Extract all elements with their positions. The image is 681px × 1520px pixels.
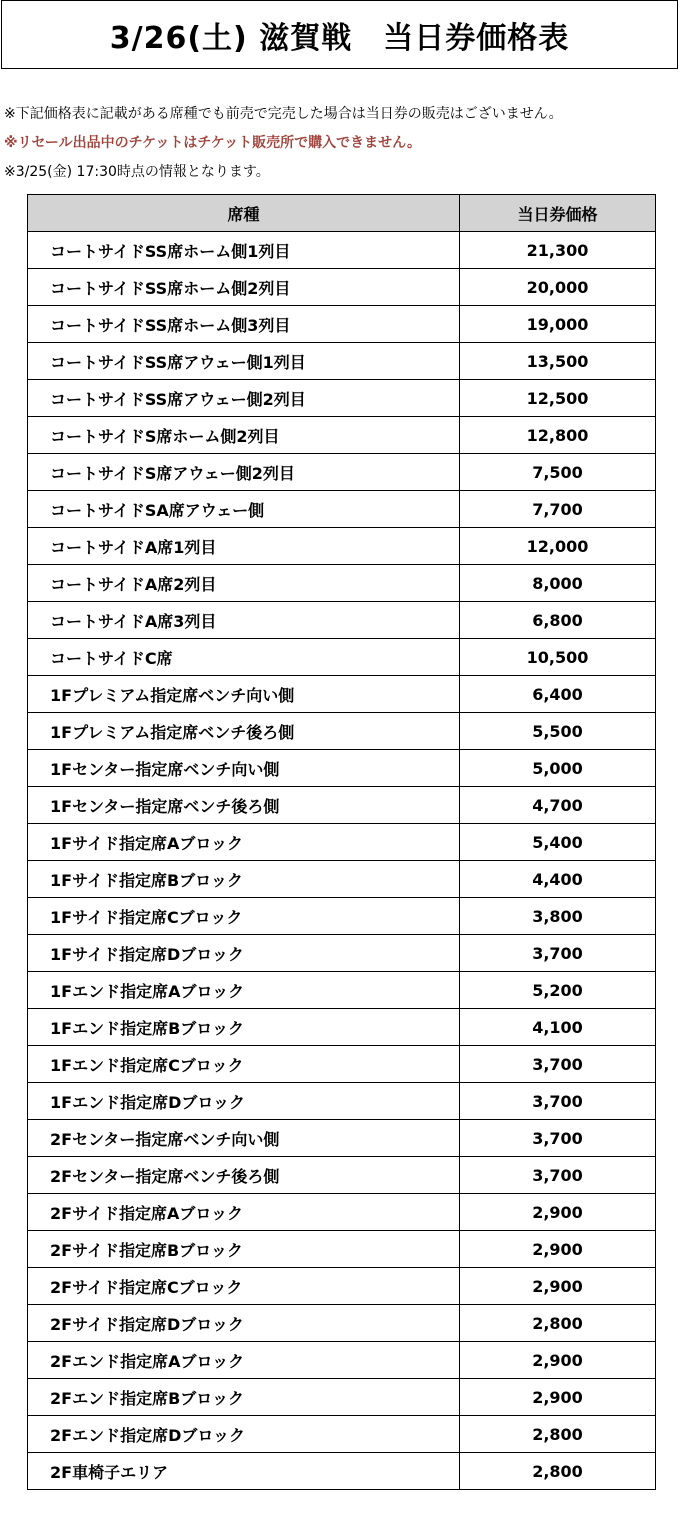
table-row: [28, 1009, 656, 1046]
table-row: [28, 1157, 656, 1194]
seat-type-cell: コートサイドS席アウェー側2列目: [28, 454, 460, 491]
seat-type-cell: コートサイドA席2列目: [28, 565, 460, 602]
header-day-price: 当日券価格: [460, 195, 656, 232]
price-cell: 3,700: [460, 935, 656, 972]
seat-type-cell: コートサイドS席ホーム側2列目: [28, 417, 460, 454]
seat-type-cell: コートサイドA席1列目: [28, 528, 460, 565]
price-cell: 12,000: [460, 528, 656, 565]
page-title: 3/26(土) 滋賀戦 当日券価格表: [109, 20, 570, 56]
note-sold-out: ※下記価格表に記載がある席種でも前売で完売した場合は当日券の販売はございません。: [4, 106, 563, 122]
price-cell: 2,900: [460, 1231, 656, 1268]
seat-type-cell: 2Fサイド指定席Aブロック: [28, 1194, 460, 1231]
seat-type-cell: 1Fサイド指定席Bブロック: [28, 861, 460, 898]
price-cell: 2,800: [460, 1453, 656, 1490]
header-seat-type: 席種: [28, 195, 460, 232]
table-row: [28, 1416, 656, 1453]
seat-type-cell: コートサイドSS席アウェー側2列目: [28, 380, 460, 417]
table-row: [28, 491, 656, 528]
seat-type-cell: コートサイドSS席ホーム側3列目: [28, 306, 460, 343]
seat-type-cell: 1Fセンター指定席ベンチ後ろ側: [28, 787, 460, 824]
table-row: [28, 1194, 656, 1231]
price-cell: 12,800: [460, 417, 656, 454]
table-row: [28, 306, 656, 343]
seat-type-cell: 1Fエンド指定席Bブロック: [28, 1009, 460, 1046]
table-row: [28, 972, 656, 1009]
seat-type-cell: コートサイドC席: [28, 639, 460, 676]
table-row: [28, 824, 656, 861]
seat-type-cell: コートサイドSS席アウェー側1列目: [28, 343, 460, 380]
price-cell: 6,400: [460, 676, 656, 713]
price-cell: 4,700: [460, 787, 656, 824]
table-row: [28, 1083, 656, 1120]
price-cell: 2,900: [460, 1342, 656, 1379]
table-row: [28, 343, 656, 380]
page-title-box: [1, 0, 678, 69]
price-cell: 3,700: [460, 1046, 656, 1083]
seat-type-cell: 2Fサイド指定席Dブロック: [28, 1305, 460, 1342]
seat-type-cell: 2Fセンター指定席ベンチ向い側: [28, 1120, 460, 1157]
price-cell: 3,700: [460, 1157, 656, 1194]
price-cell: 20,000: [460, 269, 656, 306]
price-cell: 5,400: [460, 824, 656, 861]
table-row: [28, 1231, 656, 1268]
notes-section: [4, 100, 563, 187]
note-info-timestamp: ※3/25(金) 17:30時点の情報となります。: [4, 164, 270, 180]
table-row: [28, 380, 656, 417]
table-row: [28, 898, 656, 935]
table-row: [28, 1305, 656, 1342]
seat-type-cell: 1Fエンド指定席Aブロック: [28, 972, 460, 1009]
table-row: [28, 861, 656, 898]
seat-type-cell: 1Fエンド指定席Cブロック: [28, 1046, 460, 1083]
price-cell: 10,500: [460, 639, 656, 676]
seat-type-cell: 1Fプレミアム指定席ベンチ後ろ側: [28, 713, 460, 750]
seat-type-cell: 2Fエンド指定席Aブロック: [28, 1342, 460, 1379]
seat-type-cell: 2Fエンド指定席Dブロック: [28, 1416, 460, 1453]
table-row: [28, 713, 656, 750]
price-cell: 6,800: [460, 602, 656, 639]
seat-type-cell: 2Fサイド指定席Cブロック: [28, 1268, 460, 1305]
table-row: [28, 528, 656, 565]
seat-type-cell: コートサイドA席3列目: [28, 602, 460, 639]
price-cell: 5,200: [460, 972, 656, 1009]
table-row: [28, 1046, 656, 1083]
price-table-body: [28, 232, 656, 1490]
table-header-row: [28, 195, 656, 232]
seat-type-cell: コートサイドSS席ホーム側1列目: [28, 232, 460, 269]
seat-type-cell: 2Fエンド指定席Bブロック: [28, 1379, 460, 1416]
seat-type-cell: 1Fサイド指定席Dブロック: [28, 935, 460, 972]
table-row: [28, 750, 656, 787]
price-cell: 4,100: [460, 1009, 656, 1046]
seat-type-cell: 1Fサイド指定席Cブロック: [28, 898, 460, 935]
seat-type-cell: 2F車椅子エリア: [28, 1453, 460, 1490]
table-row: [28, 676, 656, 713]
table-row: [28, 787, 656, 824]
seat-type-cell: 2Fセンター指定席ベンチ後ろ側: [28, 1157, 460, 1194]
table-row: [28, 1453, 656, 1490]
price-cell: 13,500: [460, 343, 656, 380]
table-row: [28, 269, 656, 306]
seat-type-cell: コートサイドSA席アウェー側: [28, 491, 460, 528]
price-cell: 4,400: [460, 861, 656, 898]
table-row: [28, 602, 656, 639]
seat-type-cell: コートサイドSS席ホーム側2列目: [28, 269, 460, 306]
table-row: [28, 417, 656, 454]
price-cell: 5,500: [460, 713, 656, 750]
price-cell: 7,500: [460, 454, 656, 491]
price-cell: 2,900: [460, 1194, 656, 1231]
price-cell: 2,900: [460, 1379, 656, 1416]
price-cell: 2,800: [460, 1416, 656, 1453]
price-cell: 5,000: [460, 750, 656, 787]
price-cell: 3,700: [460, 1120, 656, 1157]
table-row: [28, 232, 656, 269]
price-cell: 2,800: [460, 1305, 656, 1342]
price-cell: 8,000: [460, 565, 656, 602]
table-row: [28, 1342, 656, 1379]
seat-type-cell: 1Fエンド指定席Dブロック: [28, 1083, 460, 1120]
price-cell: 12,500: [460, 380, 656, 417]
note-resale-warning: ※リセール出品中のチケットはチケット販売所で購入できません。: [4, 135, 421, 151]
table-row: [28, 639, 656, 676]
table-row: [28, 1379, 656, 1416]
price-table: [27, 194, 656, 1490]
table-row: [28, 1268, 656, 1305]
table-row: [28, 935, 656, 972]
table-row: [28, 1120, 656, 1157]
price-cell: 2,900: [460, 1268, 656, 1305]
price-cell: 7,700: [460, 491, 656, 528]
seat-type-cell: 1Fサイド指定席Aブロック: [28, 824, 460, 861]
price-cell: 3,700: [460, 1083, 656, 1120]
price-cell: 3,800: [460, 898, 656, 935]
table-row: [28, 565, 656, 602]
seat-type-cell: 1Fプレミアム指定席ベンチ向い側: [28, 676, 460, 713]
price-cell: 19,000: [460, 306, 656, 343]
seat-type-cell: 2Fサイド指定席Bブロック: [28, 1231, 460, 1268]
table-row: [28, 454, 656, 491]
seat-type-cell: 1Fセンター指定席ベンチ向い側: [28, 750, 460, 787]
price-cell: 21,300: [460, 232, 656, 269]
